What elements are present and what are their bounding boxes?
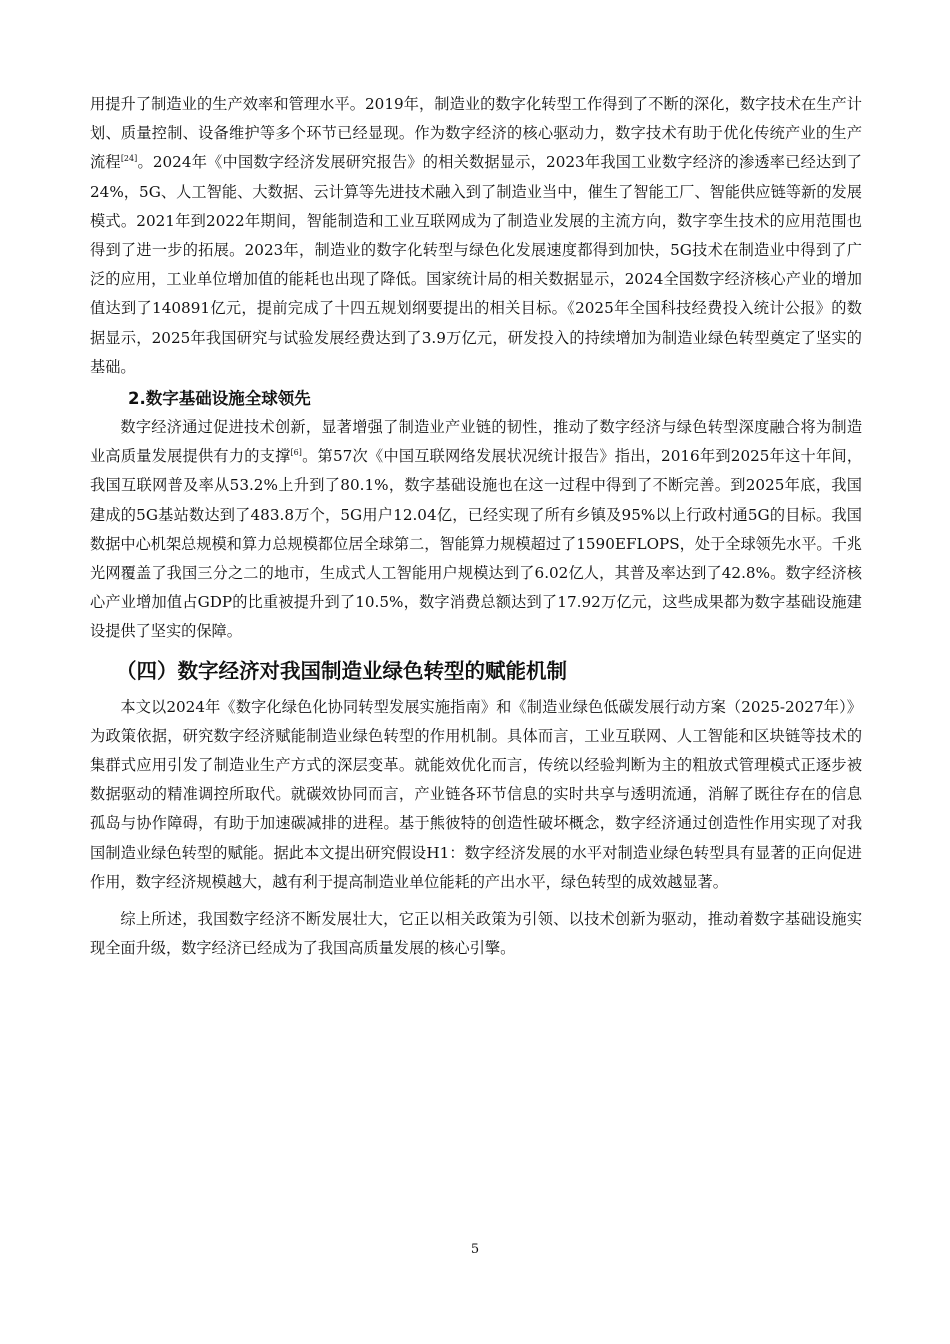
paragraph-digital-transformation	[90, 90, 862, 382]
citation-ref: [24]	[120, 154, 138, 164]
page-body	[90, 90, 862, 963]
paragraph-infrastructure	[90, 413, 862, 647]
paragraph-text-continued: 。第57次《中国互联网络发展状况统计报告》指出，2016年到2025年这十年间，我国互联网普及率从53.2%上升到了80.1%，数字基础设施也在这一过程中得到了不断完善。到2025年底，我国建成的5G基站数达到了483.8万个，5G用户12.04亿，已经实现了所有乡镇及95%以上行政村通5G的目标。我国数据中心机架总规模和算力总规模都位居全球第二，智能算力规模超过了1590EFLOPS，处于全球领先水平。千兆光网覆盖了我国三分之二的地市，生成式人工智能用户规模达到了6.02亿人，其普及率达到了42.8%。数字经济核心产业增加值占GDP的比重被提升到了10.5%，数字消费总额达到了17.92万亿元，这些成果都为数字基础设施建设提供了坚实的保障。	[90, 447, 863, 641]
page-number: 5	[470, 1242, 480, 1257]
paragraph-text: 数字经济通过促进技术创新，显著增强了制造业产业链的韧性，推动了数字经济与绿色转型深度融合将为制造业高质量发展提供有力的支撑	[90, 418, 862, 466]
section-heading-mechanism: （四）数字经济对我国制造业绿色转型的赋能机制	[116, 658, 567, 683]
subheading-digital-infrastructure: 2.数字基础设施全球领先	[128, 389, 311, 409]
paragraph-text: 用提升了制造业的生产效率和管理水平。2019年，制造业的数字化转型工作得到了不断的深化，数字技术在生产计划、质量控制、设备维护等多个环节已经显现。作为数字经济的核心驱动力，数字技术有助于优化传统产业的生产流程	[90, 95, 862, 172]
paragraph-mechanism: 本文以2024年《数字化绿色化协同转型发展实施指南》和《制造业绿色低碳发展行动方案（2025-2027年）》为政策依据，研究数字经济赋能制造业绿色转型的作用机制。具体而言，工业互联网、人工智能和区块链等技术的集群式应用引发了制造业生产方式的深层变革。就能效优化而言，传统以经验判断为主的粗放式管理模式正逐步被数据驱动的精准调控所取代。就碳效协同而言，产业链各环节信息的实时共享与透明流通，消解了既往存在的信息孤岛与协作障碍，有助于加速碳减排的进程。基于熊彼特的创造性破坏概念，数字经济通过创造性作用实现了对我国制造业绿色转型的赋能。据此本文提出研究假设H1：数字经济发展的水平对制造业绿色转型具有显著的正向促进作用，数字经济规模越大，越有利于提高制造业单位能耗的产出水平，绿色转型的成效越显著。	[90, 697, 862, 891]
citation-ref: [6]	[290, 448, 302, 458]
paragraph-text-continued: 。2024年《中国数字经济发展研究报告》的相关数据显示，2023年我国工业数字经济的渗透率已经达到了24%，5G、人工智能、大数据、云计算等先进技术融入到了制造业当中，催生了智能工厂、智能供应链等新的发展模式。2021年到2022年期间，智能制造和工业互联网成为了制造业发展的主流方向，数字孪生技术的应用范围也得到了进一步的拓展。2023年，制造业的数字化转型与绿色化发展速度都得到加快，5G技术在制造业中得到了广泛的应用，工业单位增加值的能耗也出现了降低。国家统计局的相关数据显示，2024全国数字经济核心产业的增加值达到了140891亿元，提前完成了十四五规划纲要提出的相关目标。《2025年全国科技经费投入统计公报》的数据显示，2025年我国研究与试验发展经费达到了3.9万亿元，研发投入的持续增加为制造业绿色转型奠定了坚实的基础。	[90, 153, 862, 376]
paragraph-summary: 综上所述，我国数字经济不断发展壮大，它正以相关政策为引领、以技术创新为驱动，推动着数字基础设施实现全面升级，数字经济已经成为了我国高质量发展的核心引擎。	[90, 910, 862, 958]
